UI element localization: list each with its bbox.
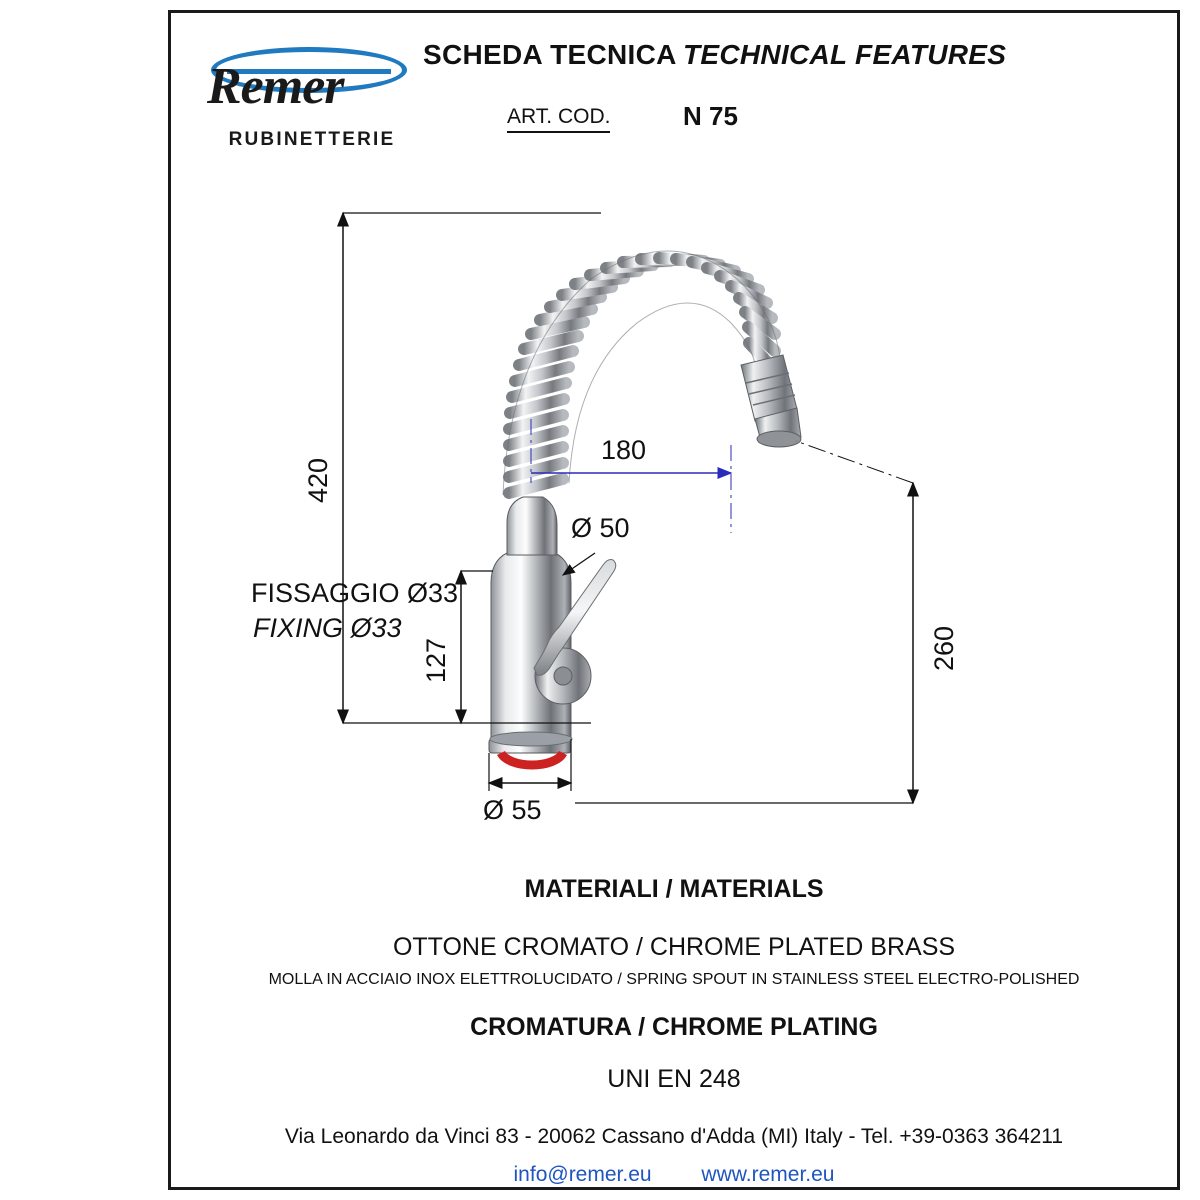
title-english: TECHNICAL FEATURES — [683, 39, 1007, 70]
fixing-label-english: FIXING Ø33 — [253, 613, 402, 643]
footer-address: Via Leonardo da Vinci 83 - 20062 Cassano d'Adda (MI) Italy - Tel. +39-0363 364211 — [284, 1125, 1064, 1148]
article-code-label: ART. COD. — [507, 105, 610, 133]
fixing-indicator-icon — [501, 753, 563, 765]
fixing-label-italian: FISSAGGIO Ø33 — [251, 578, 459, 608]
dim-label-180: 180 — [601, 435, 647, 465]
footer-website-link[interactable]: www.remer.eu — [701, 1163, 835, 1186]
footer-email-link[interactable]: info@remer.eu — [513, 1163, 652, 1186]
article-code-value: N 75 — [683, 101, 738, 131]
materials-line-3: CROMATURA / CHROME PLATING — [470, 1013, 878, 1041]
dim-label-420: 420 — [303, 457, 333, 503]
logo-subtitle: RUBINETTERIE — [228, 129, 396, 150]
remer-logo — [201, 33, 421, 178]
dim-label-127: 127 — [421, 637, 451, 683]
logo-wordmark: Remer — [207, 58, 344, 115]
datasheet-frame — [168, 10, 1180, 1190]
faucet-technical-drawing — [171, 183, 1177, 843]
dim-label-260: 260 — [929, 625, 959, 671]
materials-line-4: UNI EN 248 — [607, 1065, 741, 1093]
dim-label-d50: Ø 50 — [571, 513, 630, 543]
spray-head-group — [741, 355, 801, 447]
materials-title: MATERIALI / MATERIALS — [524, 875, 824, 903]
title-italian: SCHEDA TECNICA — [423, 39, 677, 70]
footer-links — [171, 1163, 1177, 1187]
dim-label-d55: Ø 55 — [483, 795, 542, 825]
product-drawing — [171, 183, 1177, 843]
materials-line-1: OTTONE CROMATO / CHROME PLATED BRASS — [392, 933, 956, 961]
materials-line-2: MOLLA IN ACCIAIO INOX ELETTROLUCIDATO / SPRING SPOUT IN STAINLESS STEEL ELECTRO-POLISHED — [268, 971, 1080, 988]
leader-line-d50 — [563, 553, 595, 575]
